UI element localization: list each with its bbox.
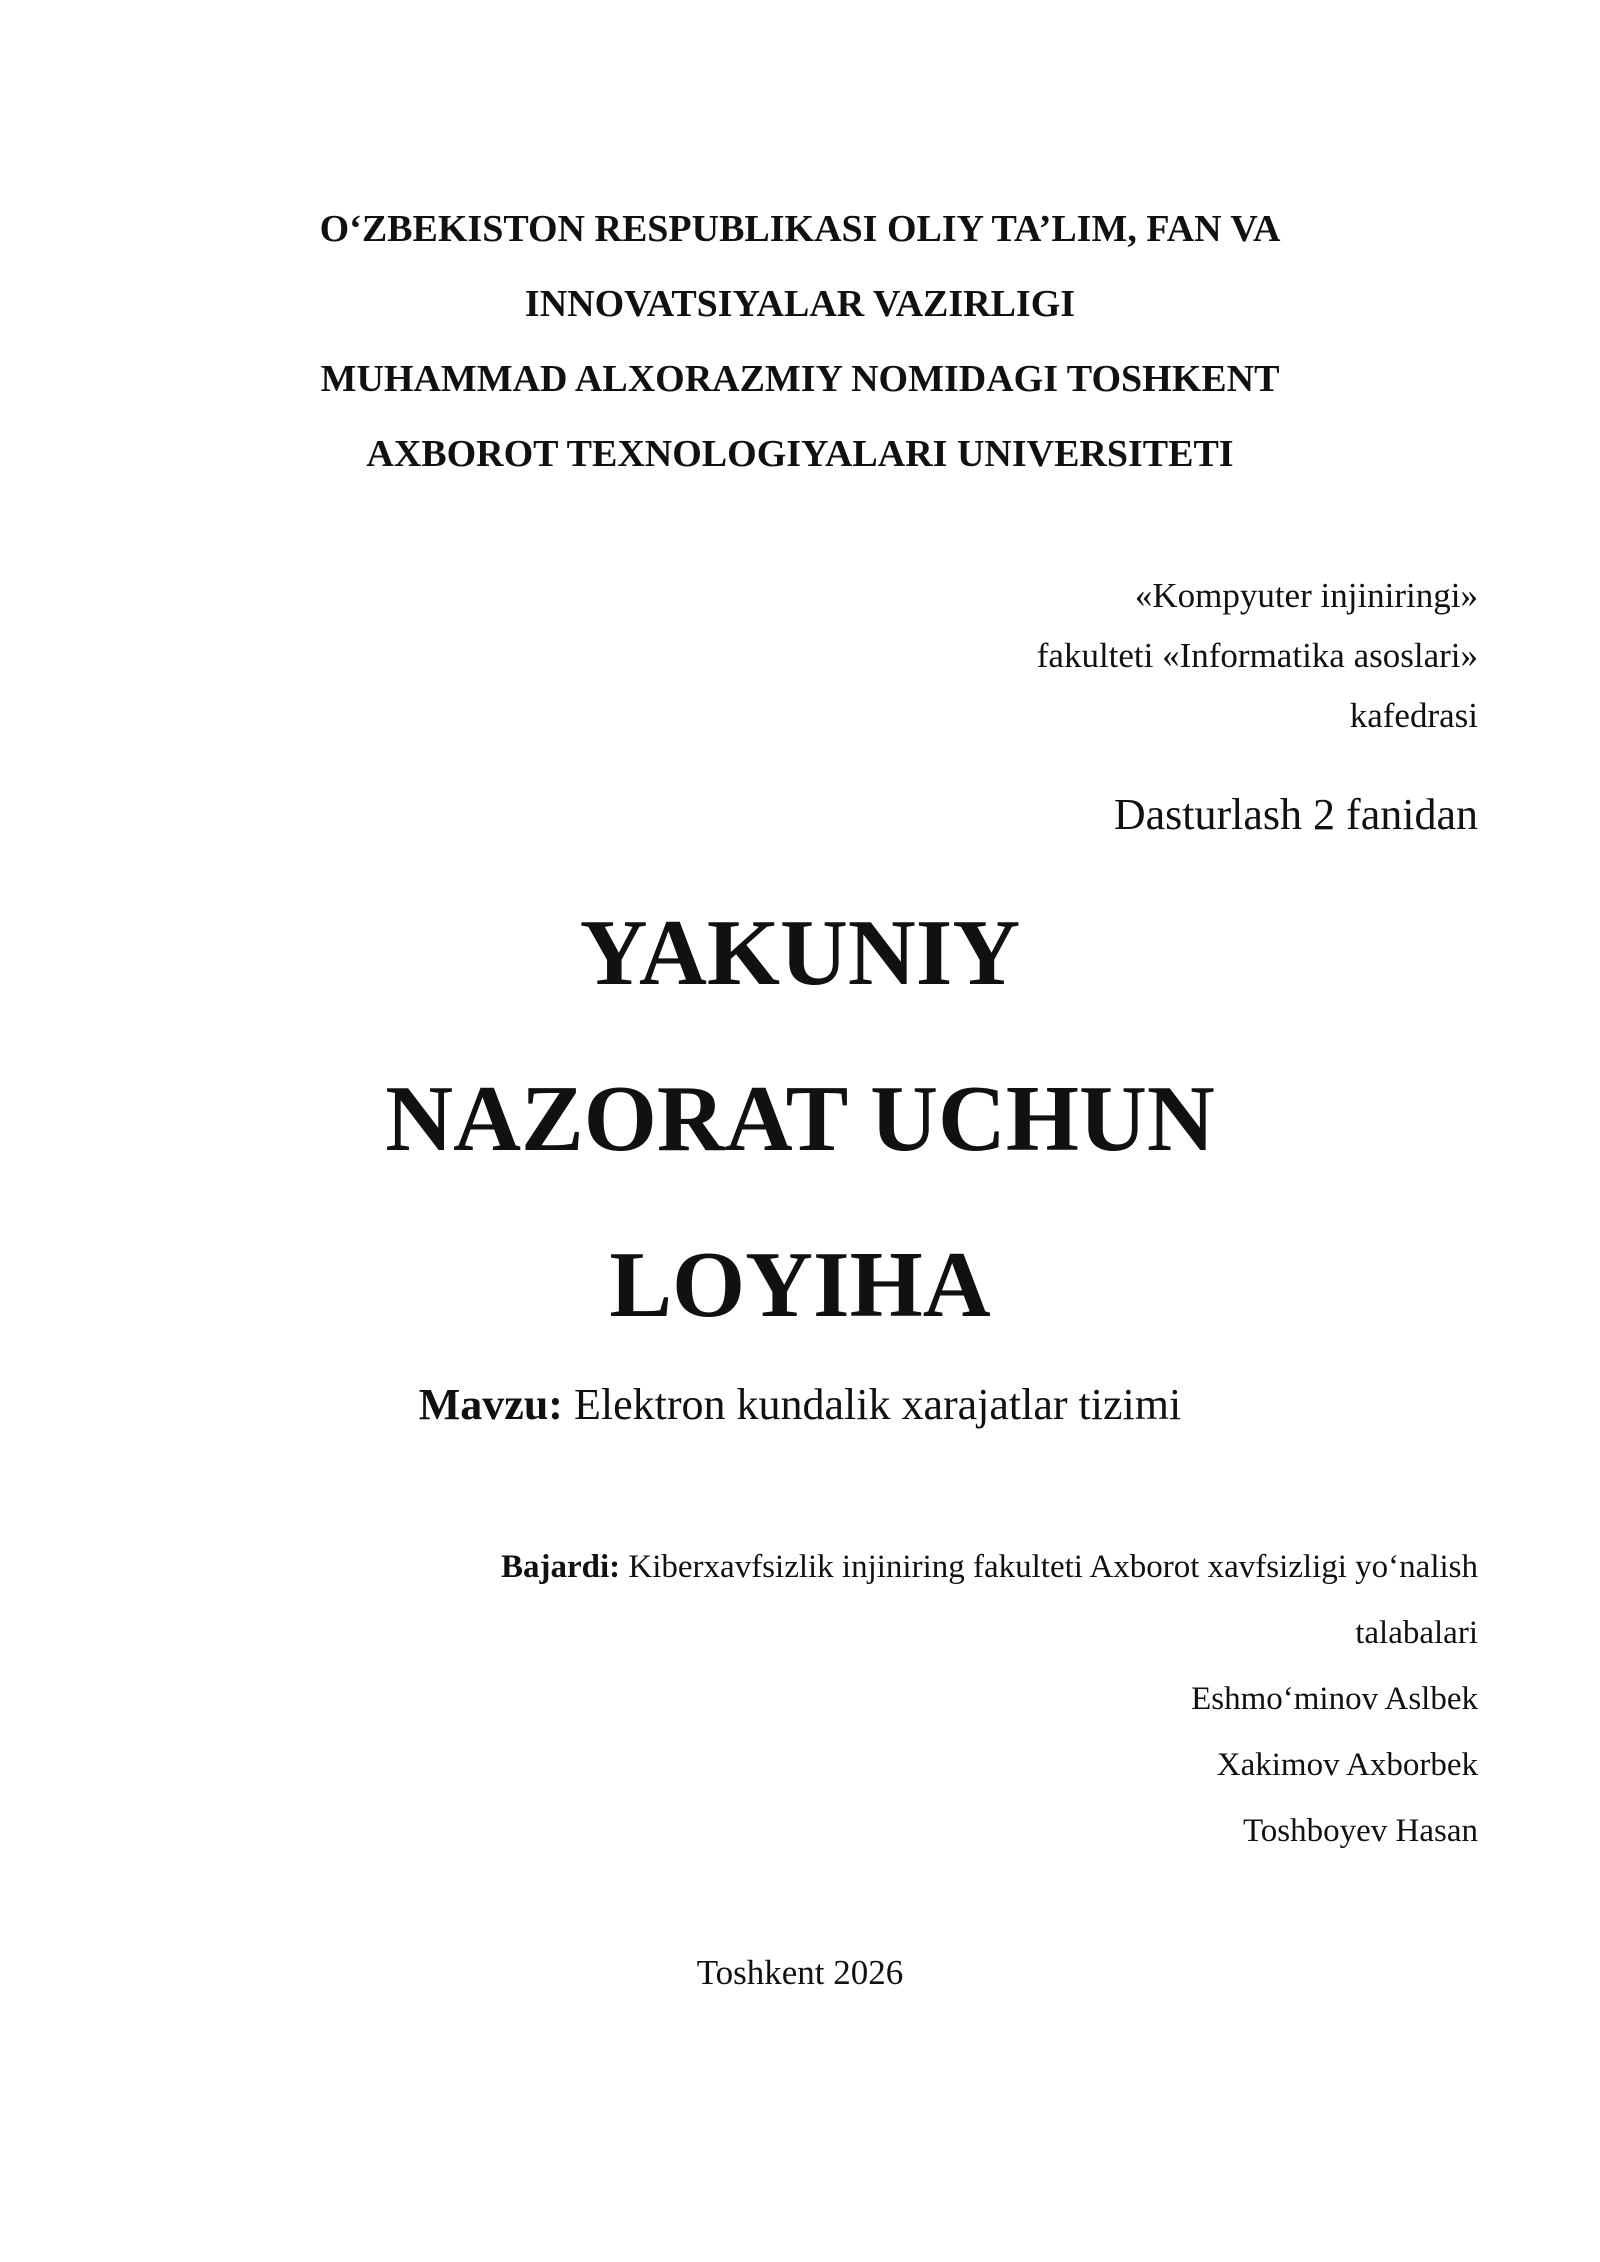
student-name: Toshboyev Hasan xyxy=(1242,1813,1478,1849)
student-name: Xakimov Axborbek xyxy=(1216,1747,1478,1783)
header-line: INNOVATSIYALAR VAZIRLIGI xyxy=(524,283,1076,325)
department-line: fakulteti «Informatika asoslari» xyxy=(1036,636,1478,675)
header-line: O‘ZBEKISTON RESPUBLIKASI OLIY TA’LIM, FAN VA xyxy=(319,208,1281,250)
topic-value: Elektron kundalik xarajatlar tizimi xyxy=(562,1380,1182,1429)
performed-line xyxy=(501,1534,1478,1600)
header-line: MUHAMMAD ALXORAZMIY NOMIDAGI TOSHKENT xyxy=(320,358,1280,400)
performed-continuation: talabalari xyxy=(1355,1615,1478,1651)
performed-value: Kiberxavfsizlik injiniring fakulteti Axborot xavfsizligi yo‘nalish xyxy=(620,1549,1478,1585)
document-title xyxy=(0,870,1600,1368)
student-name: Eshmo‘minov Aslbek xyxy=(1191,1681,1478,1717)
department-line: «Kompyuter injiniringi» xyxy=(1134,576,1478,615)
ministry-header xyxy=(0,192,1600,492)
performed-label: Bajardi: xyxy=(500,1549,621,1585)
header-line: AXBOROT TEXNOLOGIYALARI UNIVERSITETI xyxy=(366,433,1234,475)
city-year: Toshkent 2026 xyxy=(696,1953,904,1992)
topic-label: Mavzu: xyxy=(418,1380,563,1429)
subject-line: Dasturlash 2 fanidan xyxy=(1113,790,1478,839)
title-line: NAZORAT UCHUN xyxy=(385,1067,1215,1171)
title-line: LOYIHA xyxy=(609,1233,991,1337)
department-block xyxy=(1037,566,1478,746)
topic-line xyxy=(0,1375,1600,1435)
title-line: YAKUNIY xyxy=(579,901,1021,1005)
department-line: kafedrasi xyxy=(1349,696,1478,735)
performed-by-block xyxy=(501,1534,1478,1864)
